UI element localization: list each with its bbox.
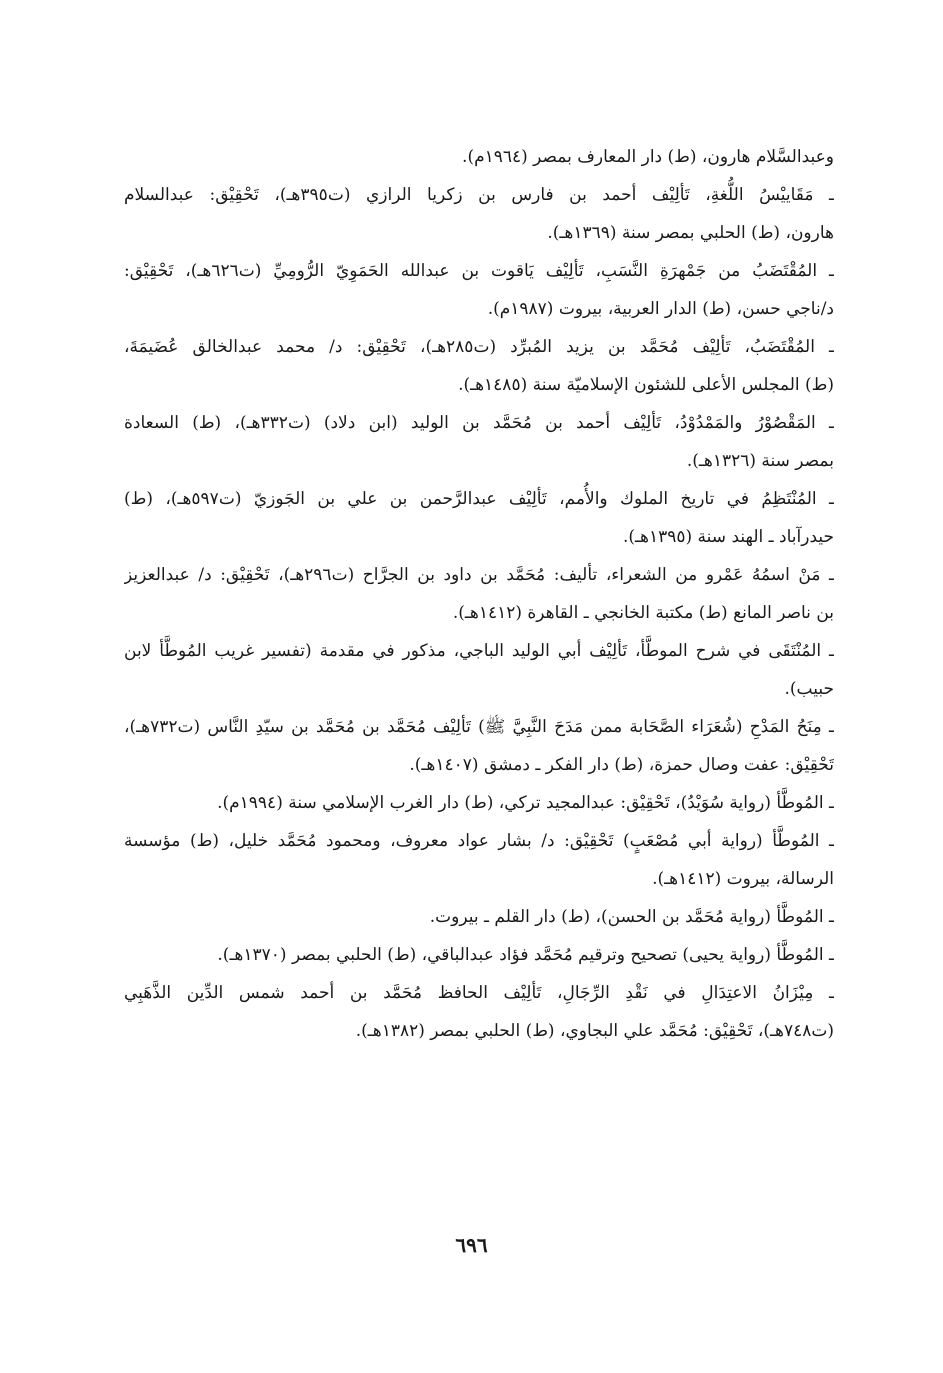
text-line: ـ مَنْ اسمُهُ عَمْرو من الشعراء، تأليف: مُحَمَّد بن داود بن الجرَّاح (ت٢٩٦هـ)، تَحْقِيْق: د/ عبدالعزيز [124, 565, 834, 585]
text-line: بن ناصر المانع (ط) مكتبة الخانجي ـ القاهرة (١٤١٢هـ). [452, 603, 834, 623]
text-line: وعبدالسَّلام هارون، (ط) دار المعارف بمصر (١٩٦٤م). [462, 147, 834, 167]
text-line: ـ المُنْتَقَى في شرح الموطَّأ، تَألِيْف أبي الوليد الباجي، مذكور في مقدمة (تفسير غريب المُوطَّأ لابن [124, 641, 834, 661]
text-line: ـ المُوطَّأ (رواية سُوَيْدُ)، تَحْقِيْق: عبدالمجيد تركي، (ط) دار الغرب الإسلامي سنة (١٩٩٤م). [217, 793, 834, 813]
bibliography-text [124, 138, 834, 1050]
text-line: هارون، (ط) الحلبي بمصر سنة (١٣٦٩هـ). [547, 223, 834, 243]
text-line: ـ مَقَاييْسُ اللُّغةِ، تَألِيْف أحمد بن فارس بن زكريا الرازي (ت٣٩٥هـ)، تَحْقِيْق: عبدالسلام [124, 185, 834, 205]
text-line: الرسالة، بيروت (١٤١٢هـ). [652, 869, 834, 889]
text-line: حيدرآباد ـ الهند سنة (١٣٩٥هـ). [623, 527, 834, 547]
text-line: ـ المَقْصُوْرُ والمَمْدُوْدُ، تَألِيْف أحمد بن مُحَمَّد بن الوليد (ابن دلاد) (ت٣٣٢هـ)، (ط) السعادة [124, 413, 834, 433]
text-line: ـ المُقْتَضَبُ، تَألِيْف مُحَمَّد بن يزيد المُبرِّد (ت٢٨٥هـ)، تَحْقِيْق: د/ محمد عبدالخالق عُضَيمَةَ، [124, 337, 834, 357]
text-line: ـ المُوطَّأ (رواية أبي مُصْعَبٍ) تَحْقِيْق: د/ بشار عواد معروف، ومحمود مُحَمَّد خليل، (ط) مؤسسة [124, 831, 834, 851]
text-line: حبيب). [784, 679, 834, 699]
text-line: تَحْقِيْق: عفت وصال حمزة، (ط) دار الفكر ـ دمشق (١٤٠٧هـ). [409, 755, 834, 775]
text-line: (ت٧٤٨هـ)، تَحْقِيْق: مُحَمَّد علي البجاوي، (ط) الحلبي بمصر (١٣٨٢هـ). [355, 1021, 834, 1041]
page-number: ٦٩٦ [455, 1233, 488, 1257]
text-line: ـ المُوطَّأ (رواية مُحَمَّد بن الحسن)، (ط) دار القلم ـ بيروت. [429, 907, 834, 927]
text-line: بمصر سنة (١٣٢٦هـ). [686, 451, 834, 471]
text-line: ـ مِنَحُ المَدْحِ (شُعَرَاء الصَّحَابة ممن مَدَحَ النَّبِيَّ ﷺ) تَألِيْف مُحَمَّد بن مُحَمَّد بن سيّدِ النَّاس (ت٧٣٢هـ)، [124, 717, 834, 737]
text-line: (ط) المجلس الأعلى للشئون الإسلاميّة سنة (١٤٨٥هـ). [458, 375, 834, 395]
text-line: ـ المُنْتَظِمُ في تاريخ الملوك والأُمم، تَألِيْف عبدالرَّحمن بن علي بن الجَوزيّ (ت٥٩٧هـ)، (ط) [124, 489, 834, 509]
text-line: ـ المُقْتَضَبُ من جَمْهرَةِ النَّسَبِ، تَألِيْف يَاقوت بن عبدالله الحَمَوِيّ الرُّومِيِّ (ت٦٢٦هـ)، تَحْقِيْق: [124, 261, 834, 281]
text-line: ـ مِيْزَانُ الاعتِدَالِ في نَقْدِ الرِّجَالِ، تَألِيْف الحافظ مُحَمَّد بن أحمد شمس الدِّين الذَّهَبِي [124, 983, 834, 1003]
text-line: ـ المُوطَّأ (رواية يحيى) تصحيح وترقيم مُحَمَّد فؤاد عبدالباقي، (ط) الحلبي بمصر (١٣٧٠هـ). [217, 945, 834, 965]
text-line: د/ناجي حسن، (ط) الدار العربية، بيروت (١٩٨٧م). [487, 299, 834, 319]
